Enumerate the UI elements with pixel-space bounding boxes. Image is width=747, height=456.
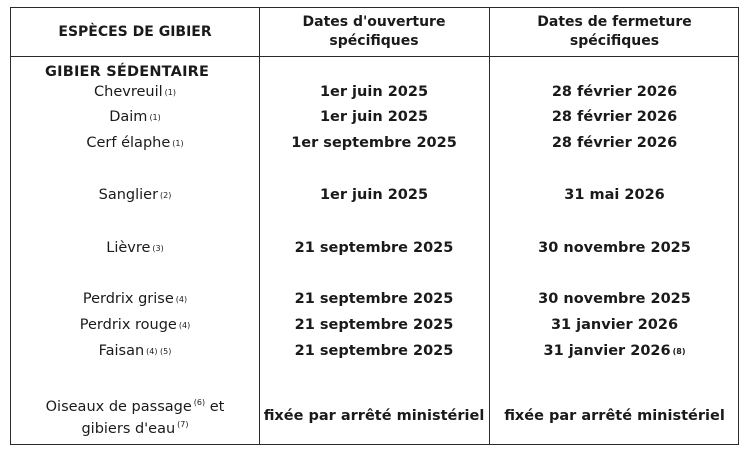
closing-date bbox=[489, 82, 740, 102]
header-opening: Dates d'ouverture spécifiques bbox=[302, 14, 446, 49]
species-label: Sanglier bbox=[98, 187, 159, 203]
opening-date: 21 septembre 2025 bbox=[294, 343, 454, 359]
footnote-ref: (4) (5) bbox=[146, 346, 172, 356]
species-label: Lièvre bbox=[106, 240, 151, 256]
closing-date-label: 30 novembre 2025 bbox=[538, 240, 691, 256]
species-label: Perdrix grise bbox=[82, 291, 174, 307]
closing-date-migratory: fixée par arrêté ministériel bbox=[504, 408, 725, 424]
opening-date: 1er juin 2025 bbox=[319, 84, 429, 100]
species-label: Faisan bbox=[98, 343, 145, 359]
closing-date-label: 28 février 2026 bbox=[551, 84, 678, 100]
section-title: GIBIER SÉDENTAIRE bbox=[45, 64, 210, 80]
opening-date: 1er juin 2025 bbox=[319, 109, 429, 125]
species-name bbox=[11, 289, 259, 309]
species-name bbox=[11, 107, 259, 127]
species-label: Cerf élaphe bbox=[86, 135, 171, 151]
species-name bbox=[11, 315, 259, 335]
footnote-ref: (4) bbox=[175, 294, 188, 304]
species-label: Daim bbox=[109, 109, 148, 125]
species-migratory: Oiseaux de passage $^{(6)}$ et gibiers d'eau $^{(7)}$ bbox=[45, 398, 225, 437]
species-name bbox=[11, 133, 259, 153]
species-name bbox=[11, 341, 259, 361]
column-divider bbox=[489, 8, 490, 444]
hunting-dates-table bbox=[10, 7, 739, 445]
closing-date-label: 30 novembre 2025 bbox=[538, 291, 691, 307]
opening-date: 21 septembre 2025 bbox=[294, 317, 454, 333]
opening-date: 21 septembre 2025 bbox=[294, 240, 454, 256]
species-label: Chevreuil bbox=[94, 84, 163, 100]
opening-date: 1er septembre 2025 bbox=[291, 135, 457, 151]
footnote-ref: (1) bbox=[149, 112, 161, 122]
footnote-ref: (3) bbox=[152, 243, 164, 253]
footnote-ref: (1) bbox=[172, 138, 184, 148]
closing-date bbox=[489, 238, 740, 258]
column-divider bbox=[259, 8, 260, 444]
closing-date-label: 28 février 2026 bbox=[551, 135, 678, 151]
header-closing: Dates de fermeture spécifiques bbox=[537, 14, 692, 49]
footnote-ref: (1) bbox=[164, 87, 176, 97]
opening-date: 21 septembre 2025 bbox=[294, 291, 454, 307]
closing-date-label: 31 mai 2026 bbox=[564, 187, 665, 203]
closing-date-label: 31 janvier 2026 bbox=[543, 343, 671, 359]
header-divider bbox=[11, 56, 738, 57]
closing-date-label: 31 janvier 2026 bbox=[550, 317, 679, 333]
closing-date bbox=[489, 315, 740, 335]
footnote-ref: (2) bbox=[160, 190, 172, 200]
closing-date bbox=[489, 107, 740, 127]
opening-date: 1er juin 2025 bbox=[319, 187, 429, 203]
species-name bbox=[11, 82, 259, 102]
species-name bbox=[11, 185, 259, 205]
species-label: Perdrix rouge bbox=[79, 317, 177, 333]
footnote-ref: (4) bbox=[178, 320, 191, 330]
closing-date bbox=[489, 133, 740, 153]
opening-date-migratory: fixée par arrêté ministériel bbox=[263, 408, 485, 424]
footnote-ref: (8) bbox=[672, 346, 686, 356]
closing-date bbox=[489, 289, 740, 309]
closing-date-label: 28 février 2026 bbox=[551, 109, 678, 125]
closing-date bbox=[489, 341, 740, 361]
closing-date bbox=[489, 185, 740, 205]
species-name bbox=[11, 238, 259, 258]
header-species: ESPÈCES DE GIBIER bbox=[58, 23, 212, 40]
